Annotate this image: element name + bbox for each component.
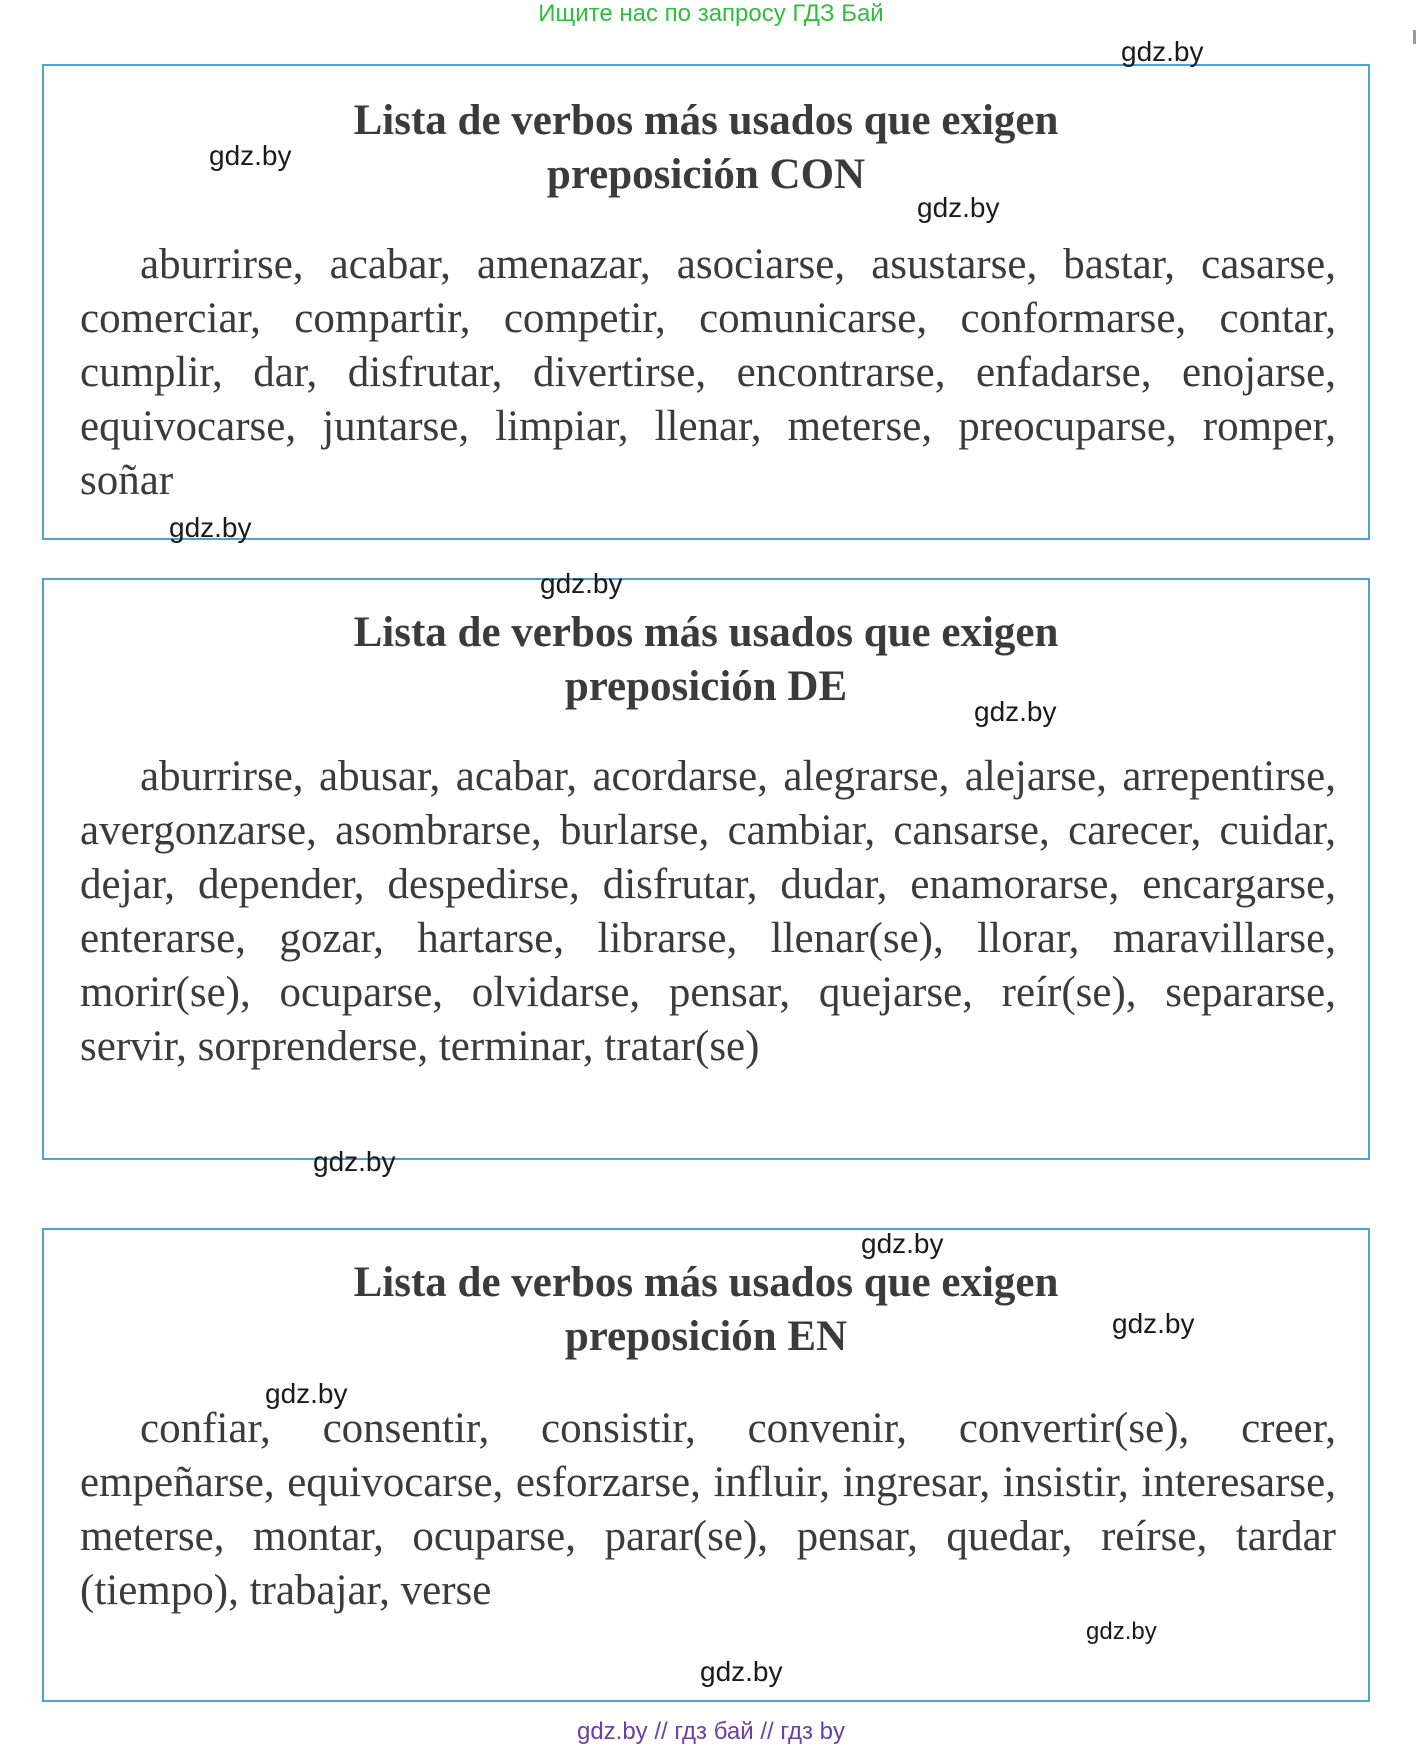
box-title-line1: Lista de verbos más usados que exigen	[353, 609, 1059, 656]
footer-links: gdz.by // гдз бай // гдз by	[576, 1718, 846, 1745]
box-body-en: confiar, consentir, consistir, convenir, convertir(se), creer, empeñarse, equivocarse, esforzarse, influir, ingresar, insistir, interesarse, meterse, montar, ocuparse, parar(se), pensar, quedar, reírse, tardar (tiempo), trabajar, verse	[80, 1405, 1336, 1614]
box-body-de: aburrirse, abusar, acabar, acordarse, alegrarse, alejarse, arrepentirse, avergonzarse, asombrarse, burlarse, cambiar, cansarse, carecer, cuidar, dejar, depender, despedirse, disfrutar, dudar, enamorarse, encargarse, enterarse, gozar, hartarse, librarse, llenar(se), llorar, maravillarse, morir(se), ocuparse, olvidarse, pensar, quejarse, reír(se), separarse, servir, sorprenderse, terminar, tratar(se)	[80, 753, 1336, 1070]
box-title-line2: preposición DE	[564, 663, 848, 710]
watermark: gdz.by	[861, 1228, 944, 1259]
watermark: gdz.by	[917, 192, 1000, 223]
watermark: gdz.by	[265, 1378, 348, 1409]
box-title-line2: preposición CON	[546, 151, 866, 198]
verb-list-box-con	[42, 64, 1370, 540]
edge-mark	[1413, 30, 1416, 44]
verb-list-box-de	[42, 578, 1370, 1160]
watermark: gdz.by	[974, 696, 1057, 727]
box-title-de	[44, 606, 1368, 714]
watermark: gdz.by	[209, 140, 292, 171]
watermark: gdz.by	[1112, 1308, 1195, 1339]
watermark: gdz.by	[169, 512, 252, 543]
watermark: gdz.by	[700, 1656, 783, 1687]
top-banner: Ищите нас по запросу ГДЗ Бай	[538, 0, 884, 27]
verb-list-box-en	[42, 1228, 1370, 1702]
box-title-line2: preposición EN	[564, 1313, 848, 1360]
watermark: gdz.by	[313, 1146, 396, 1177]
box-body-con: aburrirse, acabar, amenazar, asociarse, asustarse, bastar, casarse, comerciar, compartir, competir, comunicarse, conformarse, contar, cumplir, dar, disfrutar, divertirse, encontrarse, enfadarse, enojarse, equivocarse, juntarse, limpiar, llenar, meterse, preocuparse, romper, soñar	[80, 241, 1336, 504]
watermark: gdz.by	[1121, 36, 1204, 67]
watermark: gdz.by	[540, 568, 623, 599]
box-title-line1: Lista de verbos más usados que exigen	[353, 1259, 1059, 1306]
box-title-line1: Lista de verbos más usados que exigen	[353, 97, 1059, 144]
watermark: gdz.by	[1086, 1618, 1157, 1645]
